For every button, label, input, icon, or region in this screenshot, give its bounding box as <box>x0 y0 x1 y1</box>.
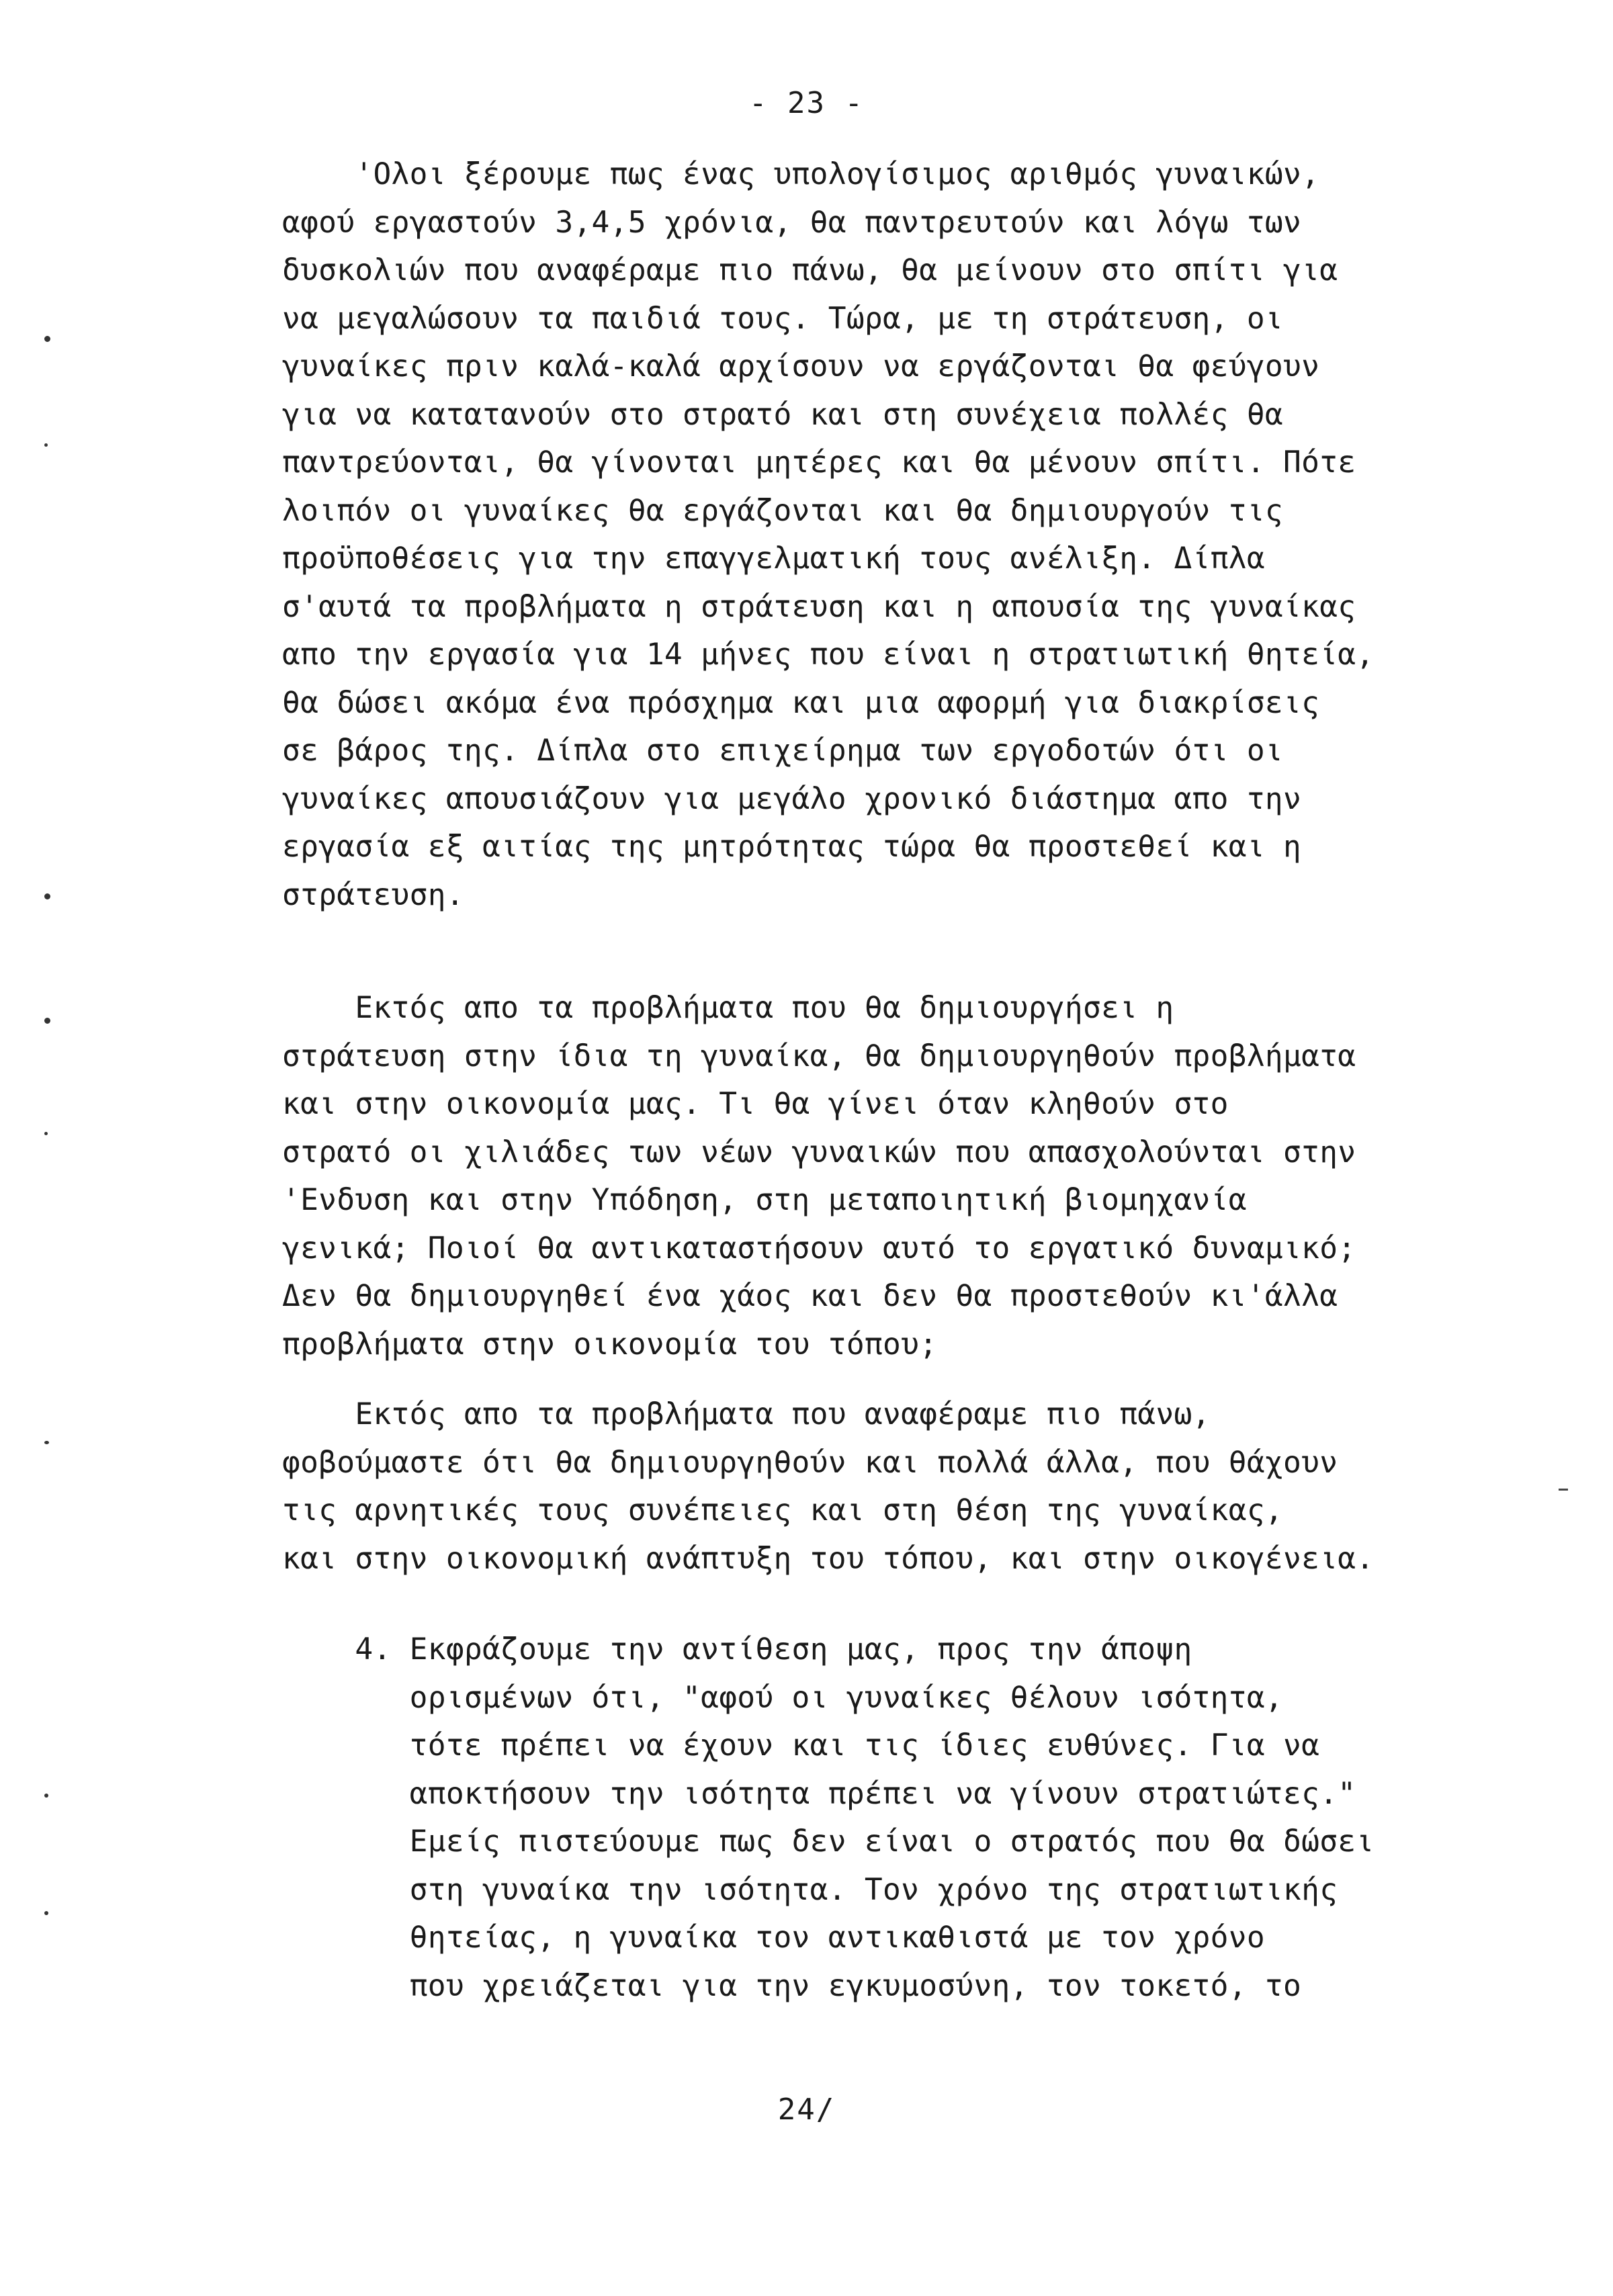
text-line: στη γυναίκα την ισότητα. Τον χρόνο της στρατιωτικής <box>282 1872 1338 1907</box>
text-line: Εμείς πιστεύουμε πως δεν είναι ο στρατός που θα δώσει <box>282 1824 1375 1859</box>
text-line: σ'αυτά τα προβλήματα η στράτευση και η απουσία της γυναίκας <box>282 589 1356 624</box>
margin-mark <box>44 1132 48 1135</box>
margin-mark <box>1559 1489 1568 1491</box>
text-line: γυναίκες πριν καλά-καλά αρχίσουν να εργάζονται θα φεύγουν <box>282 349 1320 384</box>
text-line: δυσκολιών που αναφέραμε πιο πάνω, θα μείνουν στο σπίτι για <box>282 253 1338 288</box>
continuation-page-number: 24/ <box>777 2092 836 2127</box>
text-line: προβλήματα στην οικονομία του τόπου; <box>282 1327 938 1362</box>
margin-mark <box>44 1911 48 1915</box>
margin-mark <box>44 443 48 447</box>
text-line: προϋποθέσεις για την επαγγελματική τους ανέλιξη. Δίπλα <box>282 541 1265 576</box>
text-line: αφού εργαστούν 3,4,5 χρόνια, θα παντρευτούν και λόγω των <box>282 205 1302 240</box>
text-line: τις αρνητικές τους συνέπειες και στη θέση της γυναίκας, <box>282 1493 1284 1528</box>
paragraph-3 <box>282 1390 1532 1583</box>
margin-mark <box>44 1018 50 1024</box>
text-line: στρατό οι χιλιάδες των νέων γυναικών που απασχολούνται στην <box>282 1135 1356 1169</box>
margin-mark <box>44 1441 49 1444</box>
text-line: λοιπόν οι γυναίκες θα εργάζονται και θα δημιουργούν τις <box>282 493 1284 528</box>
numbered-item-4 <box>282 1626 1532 2010</box>
paragraph-1 <box>282 150 1532 919</box>
text-line: φοβούμαστε ότι θα δημιουργηθούν και πολλά άλλα, που θάχουν <box>282 1445 1338 1480</box>
text-line: ορισμένων ότι, "αφού οι γυναίκες θέλουν ισότητα, <box>282 1680 1284 1715</box>
text-line: που χρειάζεται για την εγκυμοσύνη, τον τοκετό, το <box>282 1968 1302 2003</box>
text-line: 'Ολοι ξέρουμε πως ένας υπολογίσιμος αριθμός γυναικών, <box>282 157 1320 191</box>
text-line: απο την εργασία για 14 μήνες που είναι η στρατιωτική θητεία, <box>282 637 1375 672</box>
text-line: αποκτήσουν την ισότητα πρέπει να γίνουν στρατιώτες." <box>282 1776 1356 1811</box>
text-line: θητείας, η γυναίκα τον αντικαθιστά με τον χρόνο <box>282 1920 1265 1955</box>
text-line: Εκτός απο τα προβλήματα που θα δημιουργήσει η <box>282 991 1174 1025</box>
text-line: γενικά; Ποιοί θα αντικαταστήσουν αυτό το εργατικό δυναμικό; <box>282 1231 1356 1266</box>
margin-mark <box>44 893 50 899</box>
text-line: τότε πρέπει να έχουν και τις ίδιες ευθύνες. Για να <box>282 1728 1320 1763</box>
text-line: εργασία εξ αιτίας της μητρότητας τώρα θα προστεθεί και η <box>282 830 1302 864</box>
text-line: 'Ενδυση και στην Υπόδηση, στη μεταποιητική βιομηχανία <box>282 1183 1247 1217</box>
text-line: γυναίκες απουσιάζουν για μεγάλο χρονικό διάστημα απο την <box>282 781 1302 816</box>
text-line: θα δώσει ακόμα ένα πρόσχημα και μια αφορμή για διακρίσεις <box>282 685 1320 720</box>
text-line: και στην οικονομική ανάπτυξη του τόπου, και στην οικογένεια. <box>282 1541 1375 1576</box>
margin-mark <box>44 336 50 342</box>
text-line: για να κατατανούν στο στρατό και στη συνέχεια πολλές θα <box>282 397 1284 432</box>
text-line: να μεγαλώσουν τα παιδιά τους. Τώρα, με τη στράτευση, οι <box>282 301 1284 336</box>
text-line: 4. Εκφράζουμε την αντίθεση μας, προς την άποψη <box>282 1632 1192 1667</box>
text-line: Εκτός απο τα προβλήματα που αναφέραμε πιο πάνω, <box>282 1397 1211 1431</box>
text-line: στράτευση. <box>282 877 464 912</box>
margin-mark <box>44 1794 48 1798</box>
text-line: στράτευση στην ίδια τη γυναίκα, θα δημιουργηθούν προβλήματα <box>282 1039 1356 1073</box>
text-line: Δεν θα δημιουργηθεί ένα χάος και δεν θα προστεθούν κι'άλλα <box>282 1279 1338 1313</box>
text-line: σε βάρος της. Δίπλα στο επιχείρημα των εργοδοτών ότι οι <box>282 734 1284 768</box>
text-line: και στην οικονομία μας. Τι θα γίνει όταν κληθούν στο <box>282 1087 1229 1121</box>
text-line: παντρεύονται, θα γίνονται μητέρες και θα μένουν σπίτι. Πότε <box>282 445 1356 480</box>
page-number: - 23 - <box>749 86 864 120</box>
paragraph-2 <box>282 984 1532 1368</box>
